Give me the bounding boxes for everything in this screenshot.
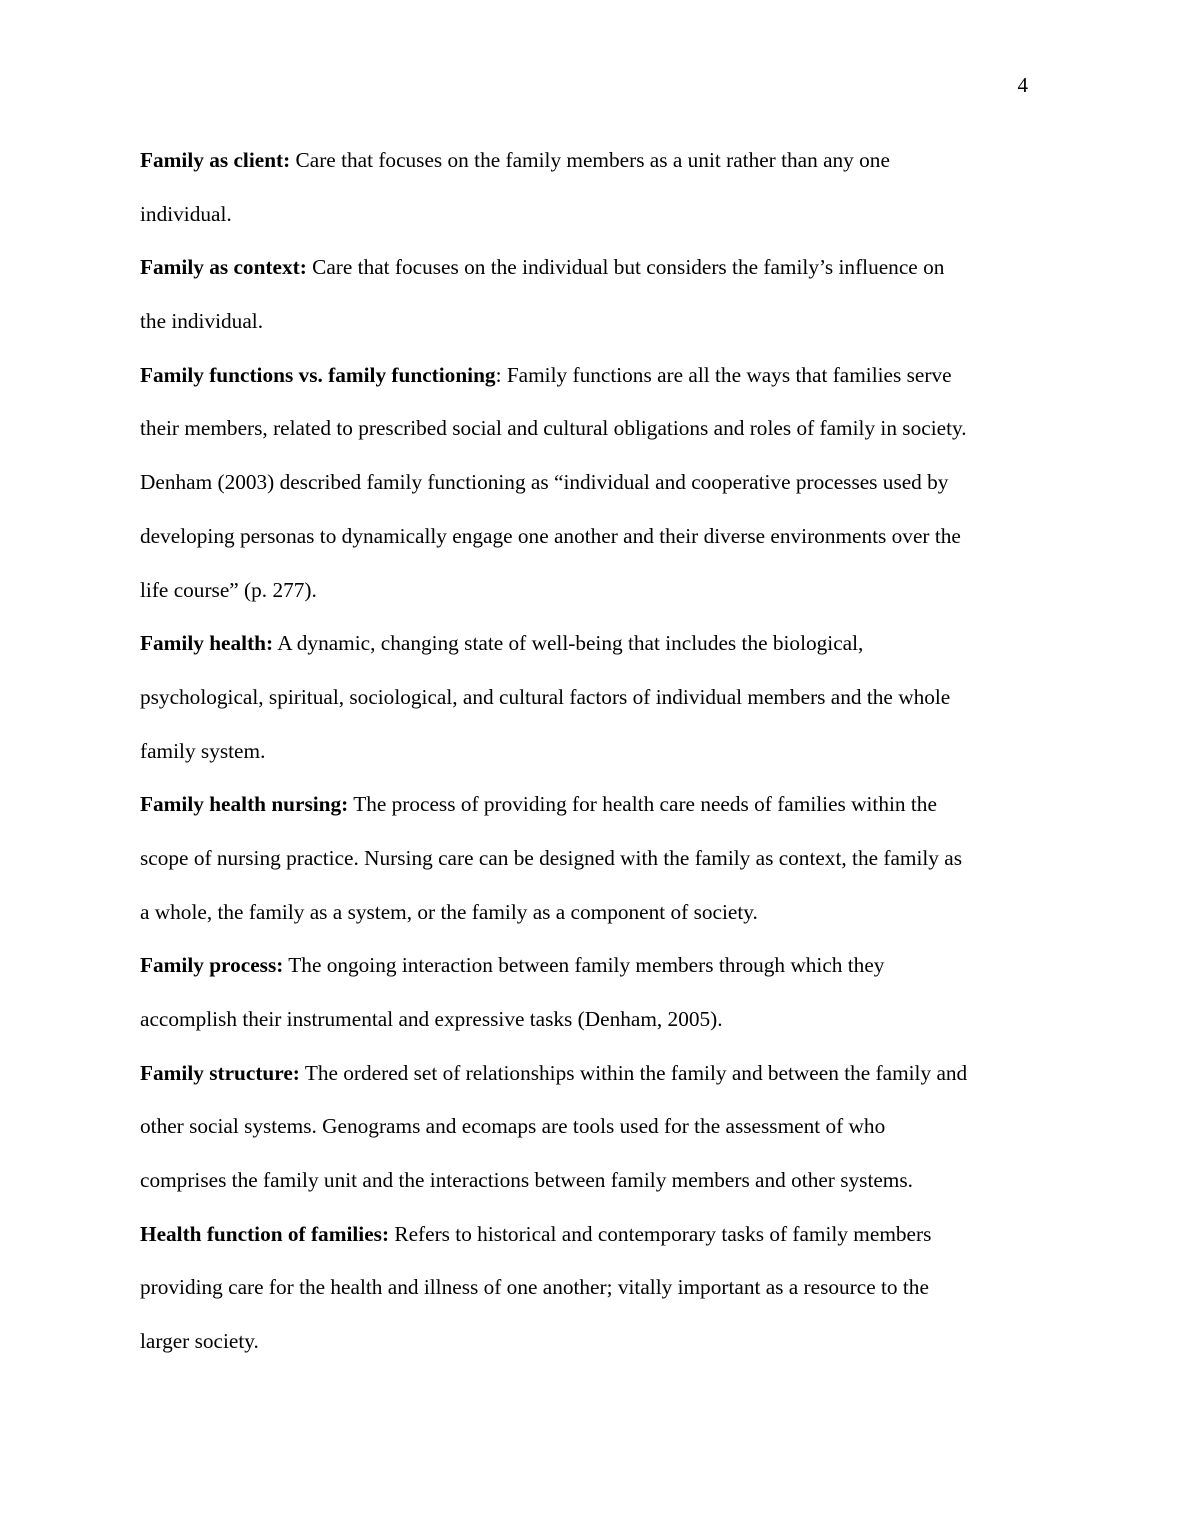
glossary-term: Family health nursing:: [140, 792, 349, 817]
entry-line: [140, 241, 1052, 295]
glossary-term: Family as context:: [140, 255, 307, 280]
entry-line: [140, 1047, 1052, 1101]
glossary-entry-family-functions: [140, 349, 1052, 617]
glossary-body: [140, 134, 1052, 1369]
definition-text: : Family functions are all the ways that families serve: [495, 362, 952, 387]
definition-text: Care that focuses on the individual but considers the family’s influence on: [306, 255, 945, 280]
glossary-entry-family-structure: [140, 1047, 1052, 1208]
definition-text: comprises the family unit and the interactions between family members and other systems.: [140, 1168, 913, 1193]
entry-line: [140, 1208, 1052, 1262]
definition-text: family system.: [140, 738, 266, 763]
entry-line: [140, 617, 1052, 671]
glossary-term: Family health:: [140, 631, 274, 656]
definition-text: Denham (2003) described family functioning as “individual and cooperative processes used by: [140, 470, 949, 495]
definition-text: individual.: [140, 201, 232, 226]
page-number: 4: [1017, 73, 1028, 97]
glossary-term: Health function of families:: [140, 1221, 390, 1246]
definition-text: larger society.: [140, 1329, 259, 1354]
definition-text: scope of nursing practice. Nursing care can be designed with the family as context, the family as: [140, 845, 963, 870]
definition-text: their members, related to prescribed social and cultural obligations and roles of family in society.: [140, 416, 967, 441]
glossary-term: Family process:: [140, 953, 284, 978]
entry-line: [140, 134, 1052, 188]
glossary-entry-family-as-context: [140, 241, 1052, 348]
glossary-term: Family functions vs. family functioning: [140, 362, 496, 387]
glossary-term: Family as client:: [140, 148, 291, 172]
definition-text: providing care for the health and illness of one another; vitally important as a resource to the: [140, 1275, 929, 1300]
definition-text: the individual.: [140, 309, 264, 334]
glossary-entry-family-process: [140, 939, 1052, 1046]
entry-line: [140, 778, 1052, 832]
glossary-entry-family-as-client: [140, 134, 1052, 241]
definition-text: life course” (p. 277).: [140, 577, 317, 602]
definition-text: a whole, the family as a system, or the family as a component of society.: [140, 899, 758, 924]
definition-text: other social systems. Genograms and ecomaps are tools used for the assessment of who: [140, 1114, 886, 1139]
glossary-entry-health-function-of-families: [140, 1208, 1052, 1369]
definition-text: Refers to historical and contemporary tasks of family members: [389, 1221, 932, 1246]
entry-line: [140, 349, 1052, 403]
definition-text: A dynamic, changing state of well-being that includes the biological,: [273, 631, 864, 656]
definition-text: The ordered set of relationships within the family and between the family and: [299, 1060, 968, 1085]
definition-text: psychological, spiritual, sociological, and cultural factors of individual members and the whole: [140, 684, 951, 709]
definition-text: accomplish their instrumental and expressive tasks (Denham, 2005).: [140, 1007, 723, 1031]
glossary-entry-family-health-nursing: [140, 778, 1052, 939]
definition-text: The process of providing for health care needs of families within the: [348, 792, 937, 817]
definition-text: Care that focuses on the family members as a unit rather than any one: [290, 148, 890, 172]
glossary-term: Family structure:: [140, 1060, 300, 1085]
definition-text: The ongoing interaction between family members through which they: [283, 953, 885, 978]
definition-text: developing personas to dynamically engage one another and their diverse environments over the: [140, 523, 961, 548]
entry-line: [140, 939, 1052, 993]
glossary-entry-family-health: [140, 617, 1052, 778]
